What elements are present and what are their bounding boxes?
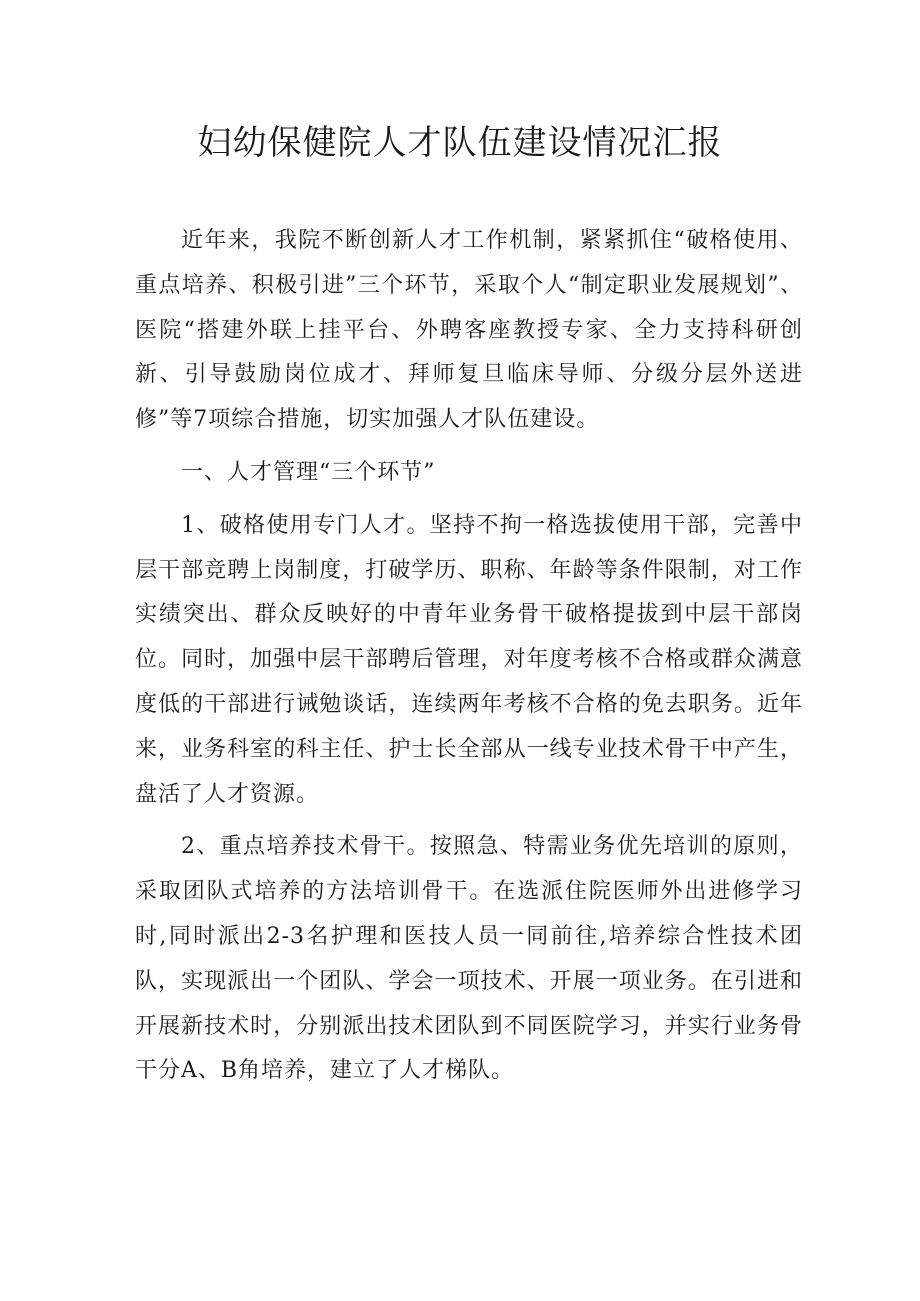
section-heading: 一、人才管理“三个环节” bbox=[181, 459, 436, 485]
paragraph-item-2: 2、重点培养技术骨干。按照急、特需业务优先培训的原则，采取团队式培养的方法培训骨干。在选派住院医师外出进修学习时,同时派出2-3名护理和医技人员一同前往,培养综合性技术团队，实现派出一个团队、学会一项技术、开展一项业务。在引进和开展新技术时，分别派出技术团队到不同医院学习，并实行业务骨干分A、B角培养，建立了人才梯队。 bbox=[135, 834, 803, 1084]
document-body bbox=[135, 219, 803, 1094]
intro-paragraph: 近年来，我院不断创新人才工作机制，紧紧抓住“破格使用、重点培养、积极引进”三个环节，采取个人“制定职业发展规划”、医院“搭建外联上挂平台、外聘客座教授专家、全力支持科研创新、引导鼓励岗位成才、拜师复旦临床导师、分级分层外送进修”等7项综合措施，切实加强人才队伍建设。 bbox=[135, 228, 803, 433]
document-title: 妇幼保健院人才队伍建设情况汇报 bbox=[197, 123, 723, 163]
paragraph-item-1: 1、破格使用专门人才。坚持不拘一格选拔使用干部，完善中层干部竞聘上岗制度，打破学历、职称、年龄等条件限制，对工作实绩突出、群众反映好的中青年业务骨干破格提拔到中层干部岗位。同时，加强中层干部聘后管理，对年度考核不合格或群众满意度低的干部进行诫勉谈话，连续两年考核不合格的免去职务。近年来，业务科室的科主任、护士长全部从一线专业技术骨干中产生，盘活了人才资源。 bbox=[135, 512, 803, 807]
